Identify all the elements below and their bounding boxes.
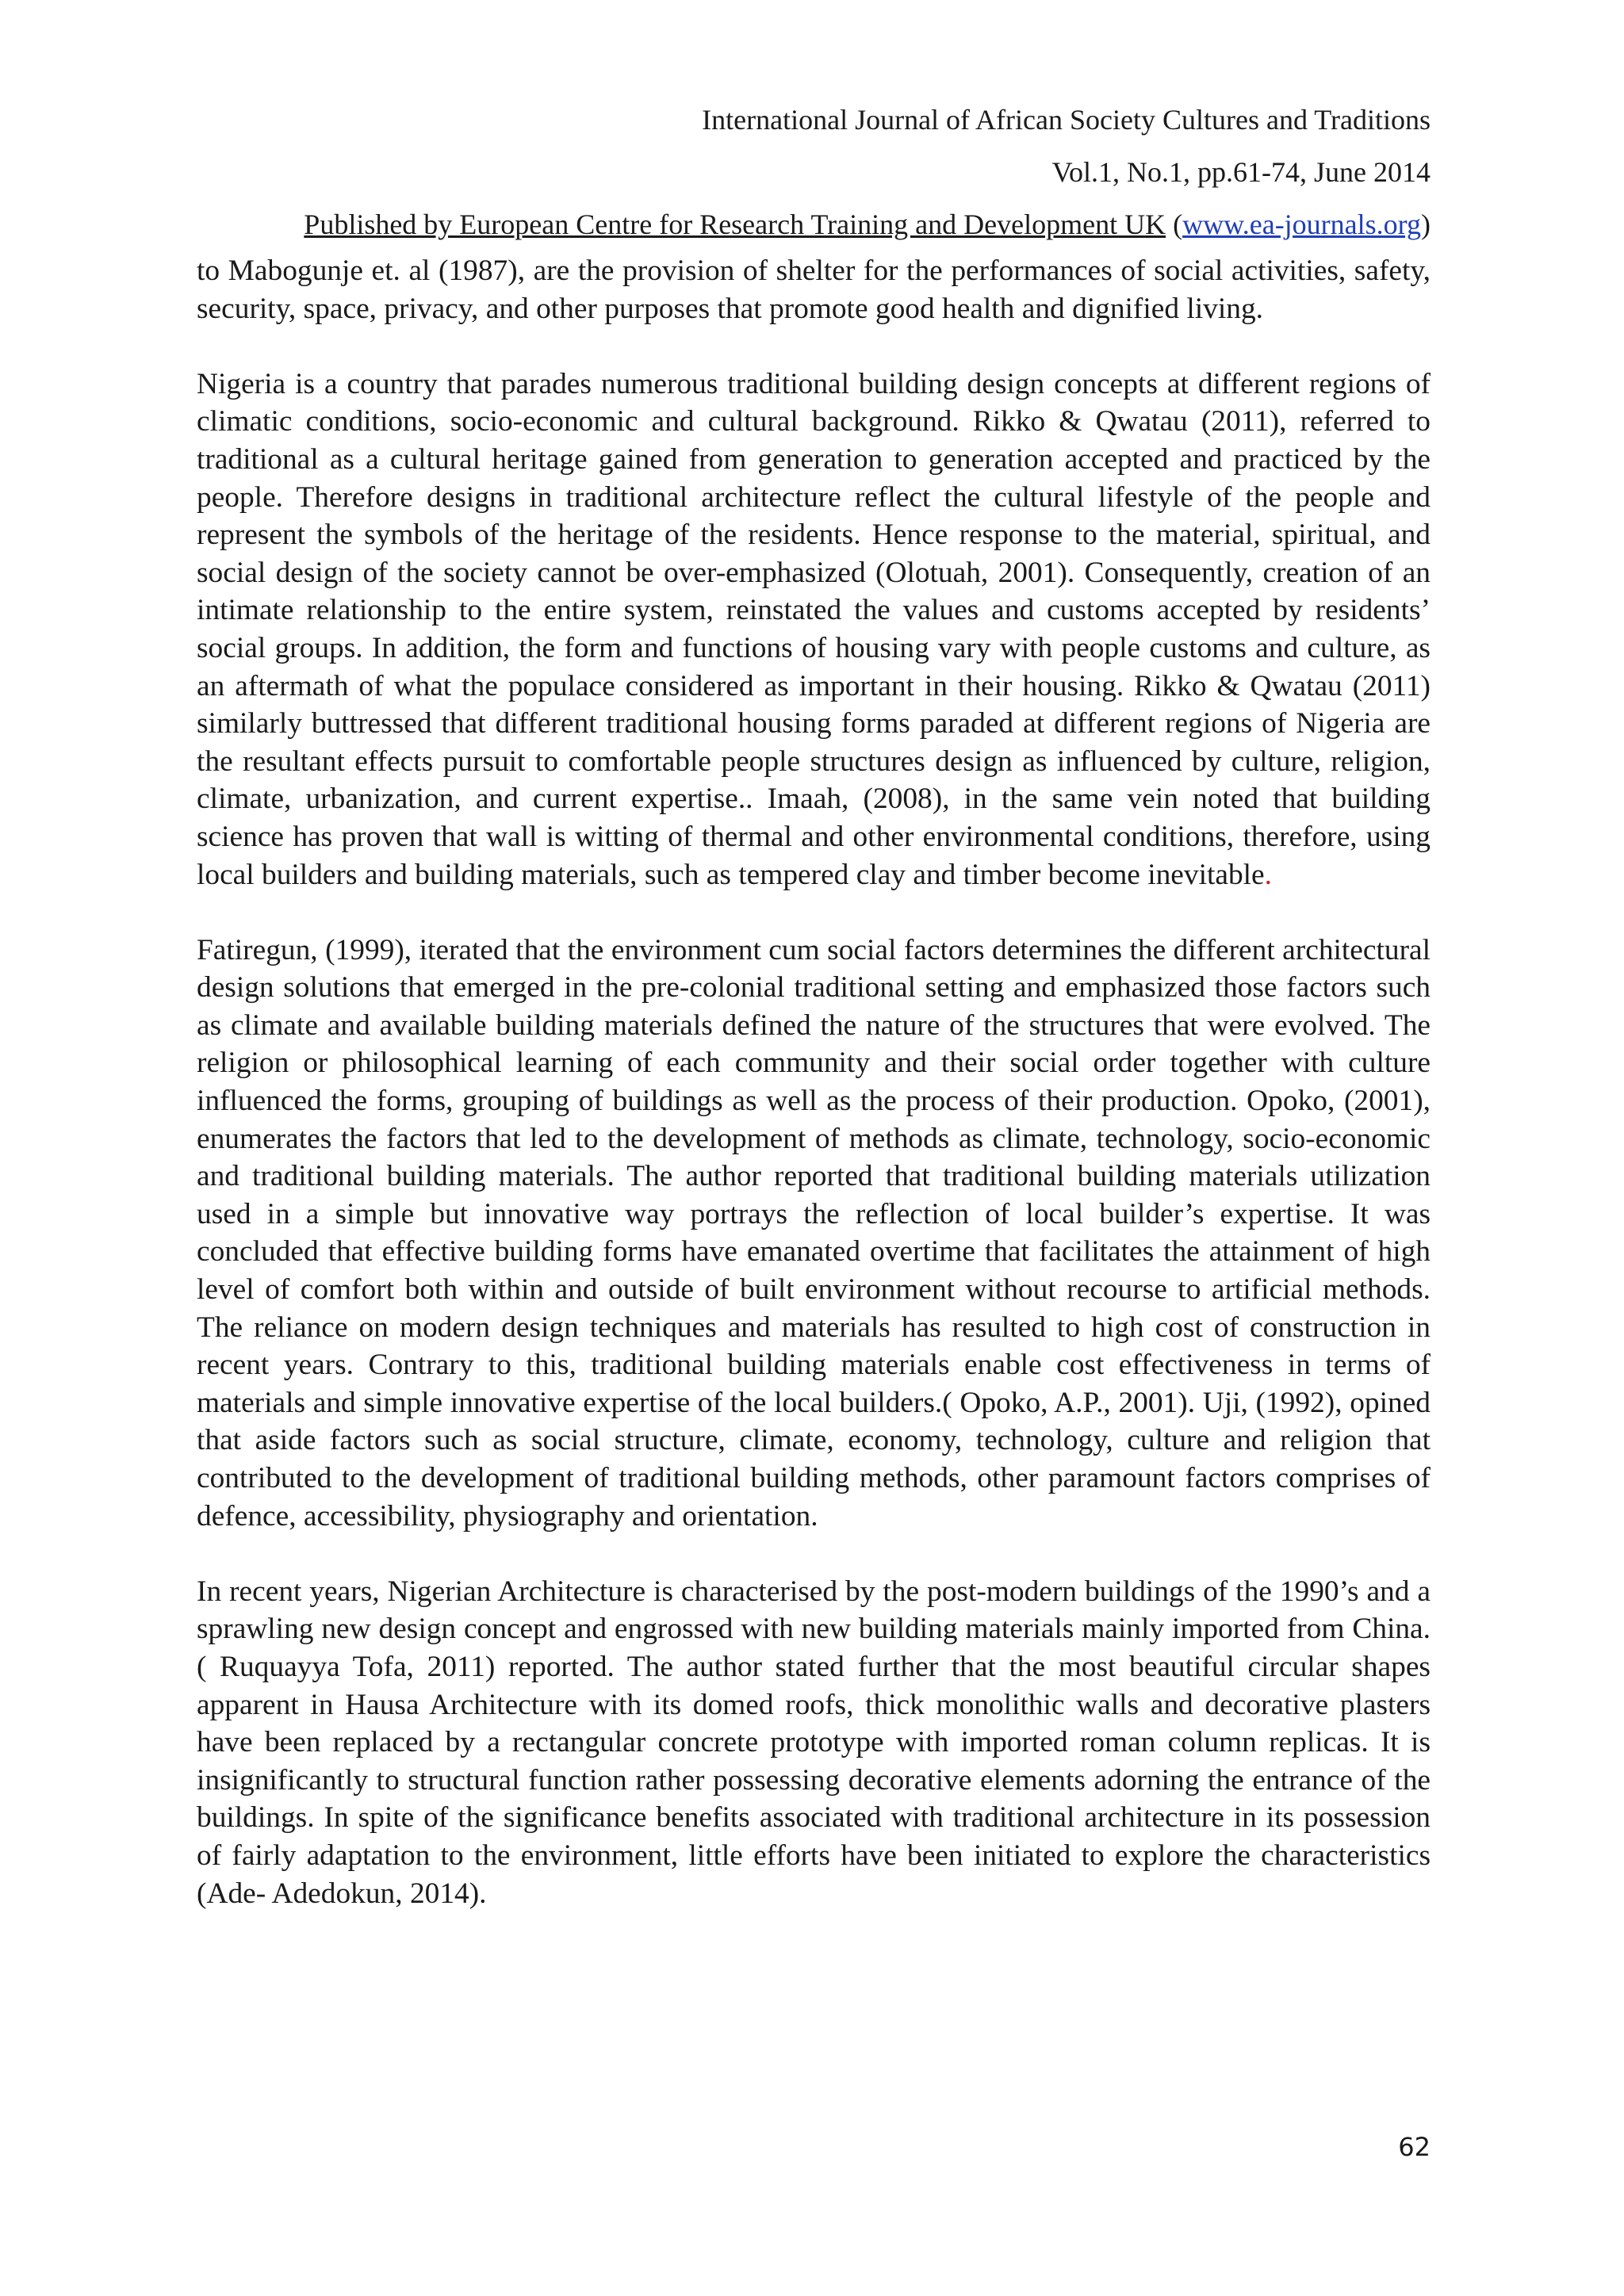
paragraph-4: In recent years, Nigerian Architecture is characterised by the post-modern buildings of the 1990’s and a sprawling new design concept and engrossed with new building materials mainly imported from China. ( Ruquayya Tofa, 2011) reported. The author stated further that the most beautiful circular shapes apparent in Hausa Architecture with its domed roofs, thick monolithic walls and decorative plasters have been replaced by a rectangular concrete prototype with imported roman column replicas. It is insignificantly to structural function rather possessing decorative elements adorning the entrance of the buildings. In spite of the significance benefits associated with traditional architecture in its possession of fairly adaptation to the environment, little efforts have been initiated to explore the characteristics (Ade- Adedokun, 2014). — [197, 1575, 1431, 1910]
journal-title: International Journal of African Society Cultures and Traditions — [702, 104, 1431, 136]
volume-info: Vol.1, No.1, pp.61-74, June 2014 — [1051, 156, 1431, 188]
paragraph-2-end-mark: . — [1264, 858, 1273, 891]
publisher-line: Published by European Centre for Research Training and Development UK (www.ea-journals.org) — [304, 209, 1431, 240]
paragraph-1: to Mabogunje et. al (1987), are the provision of shelter for the performances of social activities, safety, security, space, privacy, and other purposes that promote good health and dignified living. — [197, 254, 1431, 325]
running-header — [197, 94, 1431, 251]
paragraph-3: Fatiregun, (1999), iterated that the environment cum social factors determines the different architectural design solutions that emerged in the pre-colonial traditional setting and emphasized those factors such as climate and available building materials defined the nature of the structures that were evolved. The religion or philosophical learning of each community and their social order together with culture influenced the forms, grouping of buildings as well as the process of their production. Opoko, (2001), enumerates the factors that led to the development of methods as climate, technology, socio-economic and traditional building materials. The author reported that traditional building materials utilization used in a simple but innovative way portrays the reflection of local builder’s expertise. It was concluded that effective building forms have emanated overtime that facilitates the attainment of high level of comfort both within and outside of built environment without recourse to artificial methods. The reliance on modern design techniques and materials has resulted to high cost of construction in recent years. Contrary to this, traditional building materials enable cost effectiveness in terms of materials and simple innovative expertise of the local builders.( Opoko, A.P., 2001). Uji, (1992), opined that aside factors such as social structure, climate, economy, technology, culture and religion that contributed to the development of traditional building methods, other paramount factors comprises of defence, accessibility, physiography and orientation. — [197, 933, 1431, 1533]
journal-url-link[interactable]: www.ea-journals.org — [1182, 209, 1421, 240]
publisher-link[interactable]: Published by European Centre for Research Training and Development UK — [304, 209, 1166, 240]
paragraph-2-text: Nigeria is a country that parades numerous traditional building design concepts at different regions of climatic conditions, socio-economic and cultural background. Rikko & Qwatau (2011), referred to traditional as a cultural heritage gained from generation to generation accepted and practiced by the people. Therefore designs in traditional architecture reflect the cultural lifestyle of the people and represent the symbols of the heritage of the residents. Hence response to the material, spiritual, and social design of the society cannot be over-emphasized (Olotuah, 2001). Consequently, creation of an intimate relationship to the entire system, reinstated the values and customs accepted by residents’ social groups. In addition, the form and functions of housing vary with people customs and culture, as an aftermath of what the populace considered as important in their housing. Rikko & Qwatau (2011) similarly buttressed that different traditional housing forms paraded at different regions of Nigeria are the resultant effects pursuit to comfortable people structures design as influenced by culture, religion, climate, urbanization, and current expertise.. Imaah, (2008), in the same vein noted that building science has proven that wall is witting of thermal and other environmental conditions, therefore, using local builders and building materials, such as tempered clay and timber become inevitable — [197, 367, 1431, 891]
page-number: 62 — [1398, 2132, 1431, 2162]
article-body — [197, 252, 1431, 1950]
paragraph-2 — [197, 365, 1431, 894]
